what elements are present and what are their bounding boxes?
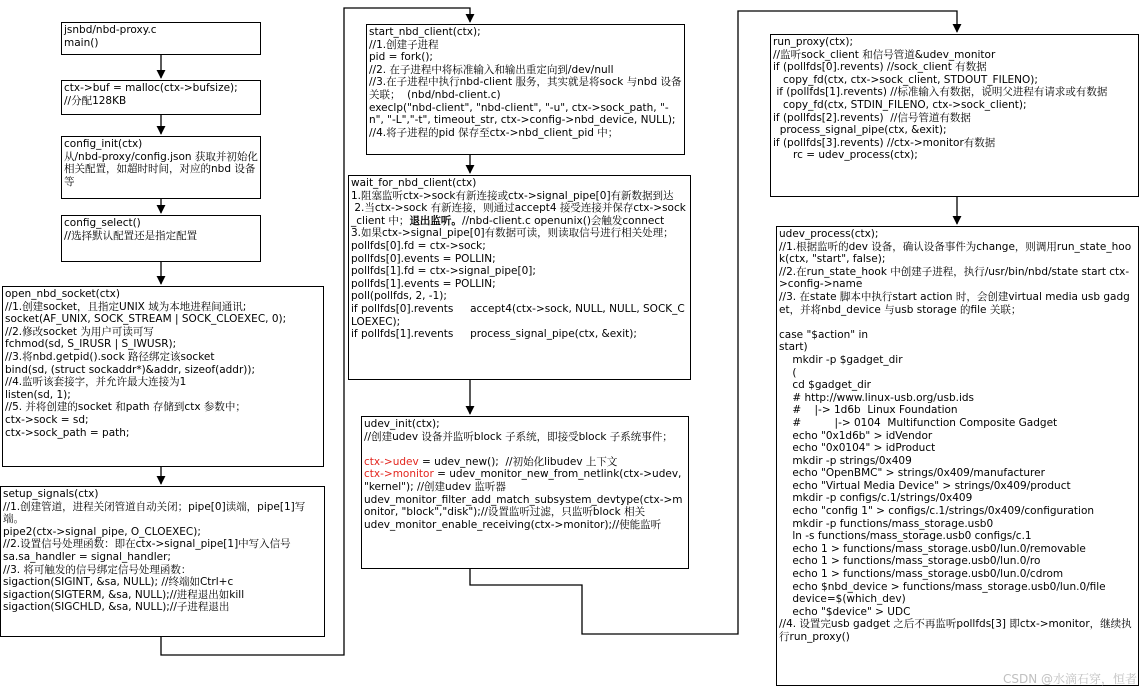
code-line: copy_fd(ctx, STDIN_FILENO, ctx->sock_client); (773, 98, 1027, 111)
code-line: echo $nbd_device > functions/mass_storage.usb0/lun.0/file (779, 580, 1106, 593)
code-line: echo 1 > functions/mass_storage.usb0/lun.0/cdrom (779, 568, 1064, 581)
code-line: //2.设置信号处理函数：即在ctx->signal_pipe[1]中写入信号 (3, 538, 291, 551)
code-line: execlp("nbd-client", "nbd-client", "-u", ctx->sock_path, "-n", "-L","-t", timeout_str, ctx->config->nbd_device, NULL); (369, 101, 676, 127)
udev-new-line (364, 456, 686, 469)
code-line: open_nbd_socket(ctx) (5, 288, 120, 300)
box-config-init (61, 136, 261, 199)
code-line: echo "OpenBMC" > strings/0x409/manufacturer (779, 467, 1045, 480)
code-line: echo "config 1" > configs/c.1/strings/0x409/configuration (779, 505, 1095, 518)
code-line: //4.监听该套接字，并允许最大连接为1 (5, 376, 187, 389)
code-line: //分配128KB (64, 94, 127, 107)
udev-monitor-var: ctx->monitor (364, 468, 434, 481)
code-line: fchmod(sd, S_IRUSR | S_IWUSR); (5, 338, 177, 351)
code-line: bind(sd, (struct sockaddr*)&addr, sizeof(addr)); (5, 363, 256, 376)
wait-line-3 (351, 202, 688, 227)
udev-init-rest-lines (364, 494, 686, 532)
box-main (61, 22, 261, 55)
box-config-select (61, 215, 261, 262)
code-line: copy_fd(ctx, ctx->sock_client, STDOUT_FILENO); (773, 73, 1038, 86)
code-line: poll(pollfds, 2, -1); (351, 290, 447, 303)
code-line: mkdir -p functions/mass_storage.usb0 (779, 517, 994, 530)
code-line: 3.如果ctx->signal_pipe[0]有数据可读，则读取信号进行相关处理； (351, 227, 674, 240)
code-line: pollfds[1].fd = ctx->signal_pipe[0]; (351, 265, 536, 278)
wait-rest-lines (351, 227, 688, 340)
udev-new-text: = udev_new(); //初始化libudev 上下文 (418, 455, 618, 468)
box-start-nbd-client (366, 24, 685, 155)
code-line: main() (64, 36, 99, 49)
code-line: udev_monitor_enable_receiving(ctx->monitor);//使能监听 (364, 518, 662, 531)
udev-init-blank (364, 443, 686, 456)
code-line: if (pollfds[1].revents) //标准输入有数据，说明父进程有请求或有数据 (773, 86, 1108, 99)
box-wait-for-nbd-client (348, 175, 691, 380)
code-line: if pollfds[1].revents process_signal_pipe(ctx, &exit); (351, 328, 637, 341)
code-line: rc = udev_process(ctx); (773, 149, 918, 162)
code-line: socket(AF_UNIX, SOCK_STREAM | SOCK_CLOEXEC, 0); (5, 313, 287, 326)
code-line: mkdir -p configs/c.1/strings/0x409 (779, 492, 973, 505)
box-run-proxy (770, 34, 1139, 197)
code-line: //2.在run_state_hook 中创建子进程，执行/usr/bin/nbd/state start ctx->config->name (779, 265, 1130, 291)
code-line: sigaction(SIGINT, &sa, NULL); //终端如Ctrl+c (3, 576, 234, 589)
code-line: pollfds[0].fd = ctx->sock; (351, 239, 486, 252)
code-line: if (pollfds[0].revents) //sock_client 有数据 (773, 61, 987, 74)
code-line: if (pollfds[3].revents) //ctx->monitor有数据 (773, 136, 996, 149)
code-line: ln -s functions/mass_storage.usb0 configs/c.1 (779, 530, 1032, 543)
udev-monitor-text: = udev_monitor_new_from_netlink(ctx->udev, "kernel"); //创建udev 监听器 (364, 468, 685, 493)
code-line: //1.创建管道，进程关闭管道自动关闭；pipe[0]读端，pipe[1]写端。 (3, 500, 306, 526)
code-line: mkdir -p strings/0x409 (779, 454, 912, 467)
code-line: //选择默认配置还是指定配置 (64, 229, 198, 242)
code-line: if pollfds[0].revents accept4(ctx->sock, NULL, NULL, SOCK_CLOEXEC); (351, 302, 685, 328)
code-line: start) (779, 341, 808, 354)
wait-line-3-comment: //nbd-client.c openunix()会触发connect (461, 214, 665, 227)
udev-new-var: ctx->udev (364, 455, 419, 468)
code-line: process_signal_pipe(ctx, &exit); (773, 124, 947, 137)
box-open-nbd-socket (2, 286, 324, 467)
code-line: //3. 将可触发的信号绑定信号处理函数： (3, 563, 192, 576)
box-setup-signals (0, 486, 325, 637)
code-line: sigaction(SIGTERM, &sa, NULL);//进程退出如kill (3, 588, 245, 601)
code-line: //3.将nbd.getpid().sock 路径绑定该socket (5, 350, 215, 363)
code-line: //4.将子进程的pid 保存至ctx->nbd_client_pid 中； (369, 126, 619, 139)
code-line: sigaction(SIGCHLD, &sa, NULL);//子进程退出 (3, 601, 230, 614)
udev-init-line-2: //创建udev 设备并监听block 子系统，即接受block 子系统事件； (364, 430, 673, 443)
code-line: listen(sd, 1); (5, 388, 71, 401)
code-line: # http://www.linux-usb.org/usb.ids (779, 391, 975, 404)
code-line: pollfds[0].events = POLLIN; (351, 252, 496, 265)
code-line: echo "$device" > UDC (779, 605, 911, 618)
code-line: config_init(ctx) (64, 138, 143, 150)
code-line: //1.创建子进程 (369, 38, 439, 51)
code-line: pipe2(ctx->signal_pipe, O_CLOEXEC); (3, 525, 201, 538)
code-line: ctx->buf = malloc(ctx->bufsize); (64, 82, 238, 94)
code-line: //5. 并将创建的socket 和path 存储到ctx 参数中； (5, 401, 246, 414)
code-line: run_proxy(ctx); (773, 36, 853, 48)
code-line: # |-> 0104 Multifunction Composite Gadget (779, 416, 1058, 429)
code-line: start_nbd_client(ctx); (369, 26, 481, 38)
code-line: //1.创建socket，且指定UNIX 域为本地进程间通讯; (5, 300, 247, 313)
code-line: //1.根据监听的dev 设备，确认设备事件为change，则调用run_state_hook(ctx, "start", false); (779, 240, 1132, 266)
box-udev-init (361, 416, 689, 569)
code-line: echo 1 > functions/mass_storage.usb0/lun.0/ro (779, 555, 1041, 568)
code-line (779, 316, 1136, 329)
code-line: if (pollfds[2].revents) //信号管道有数据 (773, 111, 971, 124)
code-line: cd $gadget_dir (779, 379, 871, 392)
code-line: device=$(which_dev) (779, 593, 906, 606)
box-udev-process (776, 226, 1139, 686)
wait-line-3-text: 2.当ctx->sock 有新连接，则通过accept4 接受连接并保存ctx->sock_client 中； (351, 202, 686, 227)
udev-init-line-1: udev_init(ctx); (364, 418, 440, 430)
code-line: config_select() (64, 217, 141, 229)
code-line: udev_process(ctx); (779, 228, 879, 240)
watermark: CSDN @水滴石穿，恒者 (1002, 672, 1137, 686)
code-line: //2. 在子进程中将标准输入和输出重定向到/dev/null (369, 63, 614, 76)
code-line: //3. 在state 脚本中执行start action 时，会创建virtual media usb gadget，并将nbd_device 与usb storage 的file 关联； (779, 290, 1130, 316)
code-line: jsnbd/nbd-proxy.c (64, 24, 157, 36)
code-line: //监听sock_client 和信号管道&udev_monitor (773, 48, 996, 61)
code-line: pollfds[1].events = POLLIN; (351, 277, 496, 290)
code-line: setup_signals(ctx) (3, 488, 99, 500)
wait-line-3-bold: 退出监听。 (409, 214, 462, 227)
code-line: udev_monitor_filter_add_match_subsystem_devtype(ctx->monitor, "block","disk");//设置监听过滤，只监听block 相关 (364, 493, 683, 519)
code-line: case "$action" in (779, 328, 869, 341)
code-line: ctx->sock_path = path; (5, 426, 130, 439)
udev-monitor-line (364, 468, 686, 493)
code-line: pid = fork(); (369, 51, 433, 64)
code-line: ctx->sock = sd; (5, 413, 89, 426)
code-line: echo "0x1d6b" > idVendor (779, 429, 933, 442)
code-line: mkdir -p $gadget_dir (779, 353, 903, 366)
code-line: //4. 设置完usb gadget 之后不再监听pollfds[3] 即ctx->monitor，继续执行run_proxy() (779, 618, 1132, 643)
code-line: echo "0x0104" > idProduct (779, 442, 936, 455)
code-line: 从/nbd-proxy/config.json 获取并初始化相关配置，如超时时间，对应的nbd 设备等 (64, 150, 258, 188)
code-line: sa.sa_handler = signal_handler; (3, 550, 171, 563)
code-line: echo "Virtual Media Device" > strings/0x409/product (779, 479, 1071, 492)
code-line: # |-> 1d6b Linux Foundation (779, 404, 958, 417)
box-malloc (61, 80, 261, 115)
code-line: echo 1 > functions/mass_storage.usb0/lun.0/removable (779, 542, 1086, 555)
wait-line-2: 1.阻塞监听ctx->sock有新连接或ctx->signal_pipe[0]有新数据到达 (351, 189, 674, 202)
code-line: //2.修改socket 为用户可读可写 (5, 325, 154, 338)
code-line: ( (779, 366, 797, 379)
code-line: //3.在子进程中执行nbd-client 服务，其实就是将sock 与nbd 设备关联； (nbd/nbd-client.c) (369, 76, 682, 101)
wait-line-1: wait_for_nbd_client(ctx) (351, 177, 477, 189)
